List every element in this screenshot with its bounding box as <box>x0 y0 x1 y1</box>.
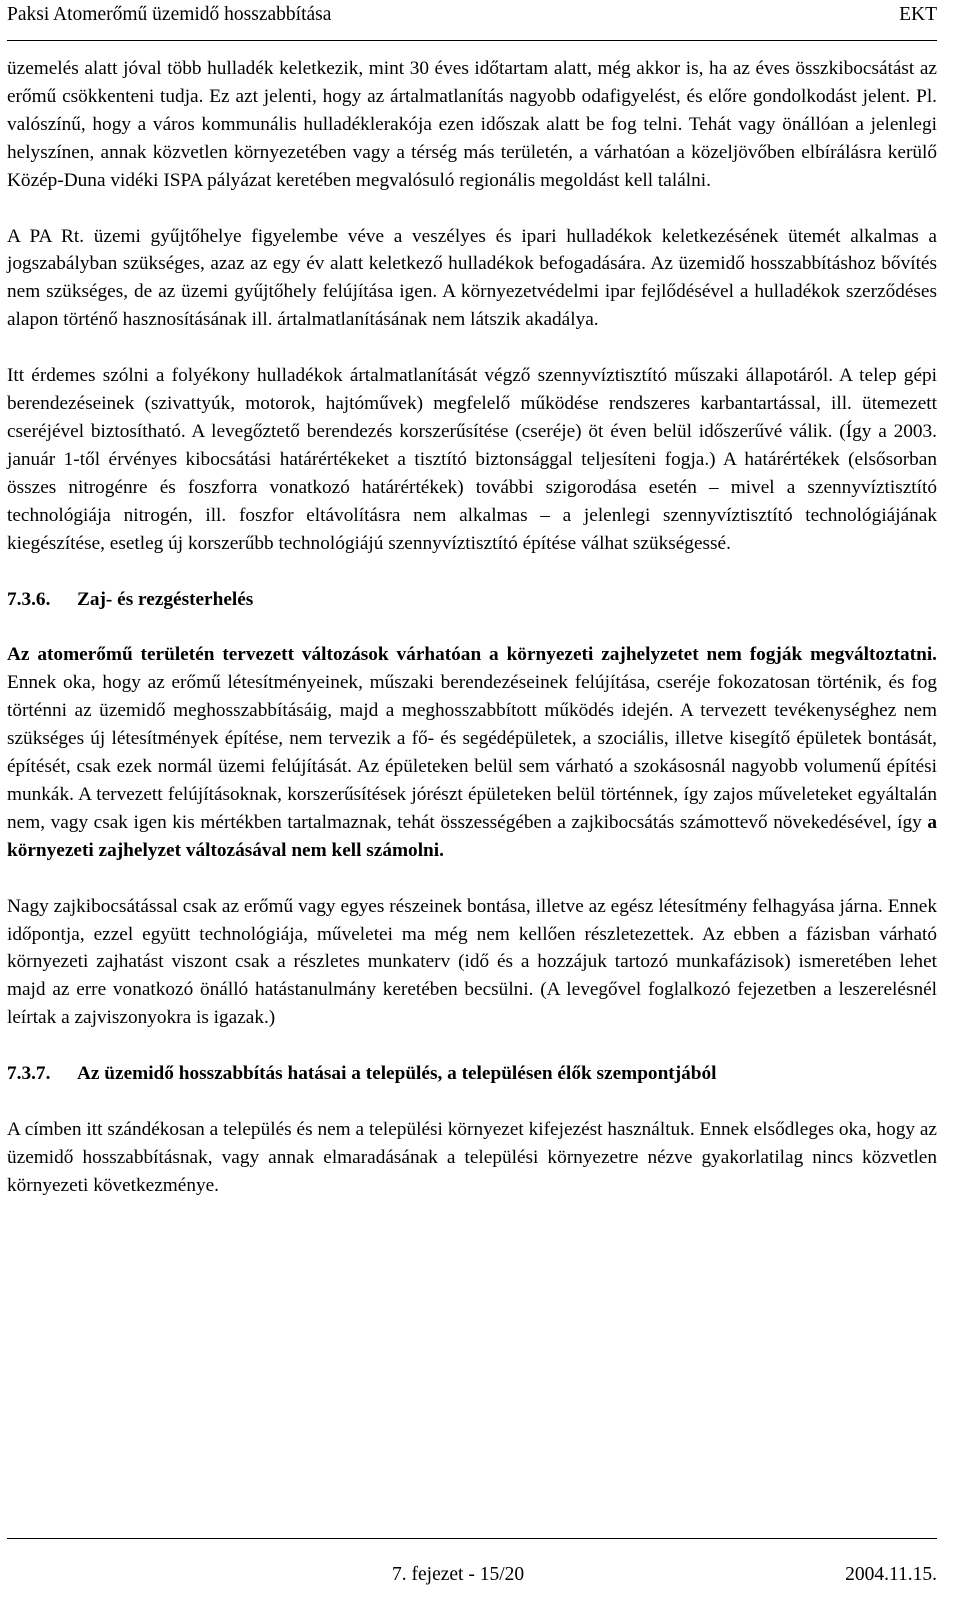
section-heading <box>7 1060 937 1088</box>
paragraph-text: Ennek oka, hogy az erőmű létesítményeinek, műszaki berendezéseinek felújítása, cseréje fokozatosan történik, és fog történni az üzemidő meghosszabbításáig, majd a meghosszabbított működés idején. A tervezett tevékenységhez nem szükséges új létesítmények építése, nem tervezik a fő- és segédépületek, a szociális, illetve kisegítő épületek bontását, építését, csak ezek normál üzemi felújítását. Az épületeken belül sem várható a szokásosnál nagyobb volumenű építési munkák. A tervezett felújításoknak, korszerűsítések jórészt épületeken belül történnek, így zajos műveleteket egyáltalán nem, vagy csak igen kis mértékben tartalmaznak, tehát összességében a zajkibocsátás számottevő növekedésével, így <box>7 672 937 833</box>
document-date: 2004.11.15. <box>845 1564 937 1585</box>
section-title: Az üzemidő hosszabbítás hatásai a település, a településen élők szempontjából <box>77 1063 717 1085</box>
section-title: Zaj- és rezgésterhelés <box>77 588 254 610</box>
paragraph: A PA Rt. üzemi gyűjtőhelye figyelembe véve a veszélyes és ipari hulladékok keletkezésének ütemét alkalmas a jogszabályban szükséges, azaz az egy év alatt keletkező hulladékok befogadására. Az üzemidő hosszabbításhoz bővítés nem szükséges, de az üzemi gyűjtőhely felújítása igen. A környezetvédelmi ipar fejlődésével a hulladékok szerződéses alapon történő hasznosításának ill. ártalmatlanításának nem látszik akadálya. <box>7 225 937 331</box>
section-number: 7.3.7. <box>7 1063 51 1085</box>
document-body <box>7 55 937 1228</box>
page-header <box>7 0 937 41</box>
page-footer <box>7 1538 937 1585</box>
paragraph: üzemelés alatt jóval több hulladék keletkezik, mint 30 éves időtartam alatt, még akkor is, ha az éves összkibocsátást az erőmű csökkenteni tudja. Ez azt jelenti, hogy az ártalmatlanítás nagyobb odafigyelést, és előre gondolkodást jelent. Pl. valószínű, hogy a város kommunális hulladéklerakója ezen időszak alatt be fog telni. Tehát vagy önállóan a jelenlegi helyszínen, annak közvetlen környezetében vagy a térség más területén, a várhatóan a közeljövőben elbírálásra kerülő Közép-Duna vidéki ISPA pályázat keretében megvalósuló regionális megoldást kell találni. <box>7 58 937 191</box>
section-heading <box>7 586 937 614</box>
section-number: 7.3.6. <box>7 588 51 610</box>
page-number: 7. fejezet - 15/20 <box>392 1564 525 1585</box>
paragraph: Nagy zajkibocsátással csak az erőmű vagy egyes részeinek bontása, illetve az egész létesítmény felhagyása járna. Ennek időpontja, ezzel együtt technológiája, műveletei ma még nem kellően részletezettek. Az ebben a fázisban várható környezeti zajhatást viszont csak a részletes munkaterv (idő és a hozzájuk tartozó munkafázisok) ismeretében lehet majd az erre vonatkozó önálló hatástanulmány keretében becsülni. (A levegővel foglalkozó fejezetben a leszerelésnél leírtak a zajviszonyokra is igazak.) <box>7 895 937 1029</box>
bold-conclusion: a környezeti zajhelyzet változásával nem kell számolni. <box>7 811 937 861</box>
bold-lead: Az atomerőmű területén tervezett változások várhatóan a környezeti zajhelyzetet nem fogják megváltoztatni. <box>7 644 937 666</box>
organization-label: EKT <box>899 4 937 25</box>
paragraph <box>7 641 937 864</box>
paragraph: A címben itt szándékosan a település és nem a települési környezet kifejezést használtuk. Ennek elsődleges oka, hogy az üzemidő hosszabbításnak, vagy annak elmaradásának a települési környezetre nézve gyakorlatilag nincs közvetlen környezeti következménye. <box>7 1119 937 1196</box>
document-title: Paksi Atomerőmű üzemidő hosszabbítása <box>7 4 332 25</box>
paragraph: Itt érdemes szólni a folyékony hulladékok ártalmatlanítását végző szennyvíztisztító műszaki állapotáról. A telep gépi berendezéseinek (szivattyúk, motorok, hajtóművek) megfelelő működése rendszeres karbantartással, ill. ütemezett cseréjével biztosítható. A levegőztető berendezés korszerűsítése (cseréje) öt éven belül időszerűvé válik. (Így a 2003. január 1-től érvényes kibocsátási határértékeket a tisztító biztonsággal teljesíteni fogja.) A határértékek (elsősorban összes nitrogénre és foszforra vonatkozó határértékek) további szigorodása esetén – mivel a szennyvíztisztító technológiája nitrogén, ill. foszfor eltávolításra nem alkalmas – a jelenlegi szennyvíztisztító technológiájának kiegészítése, esetleg új korszerűbb technológiájú szennyvíztisztító építése válhat szükségessé. <box>7 365 937 554</box>
